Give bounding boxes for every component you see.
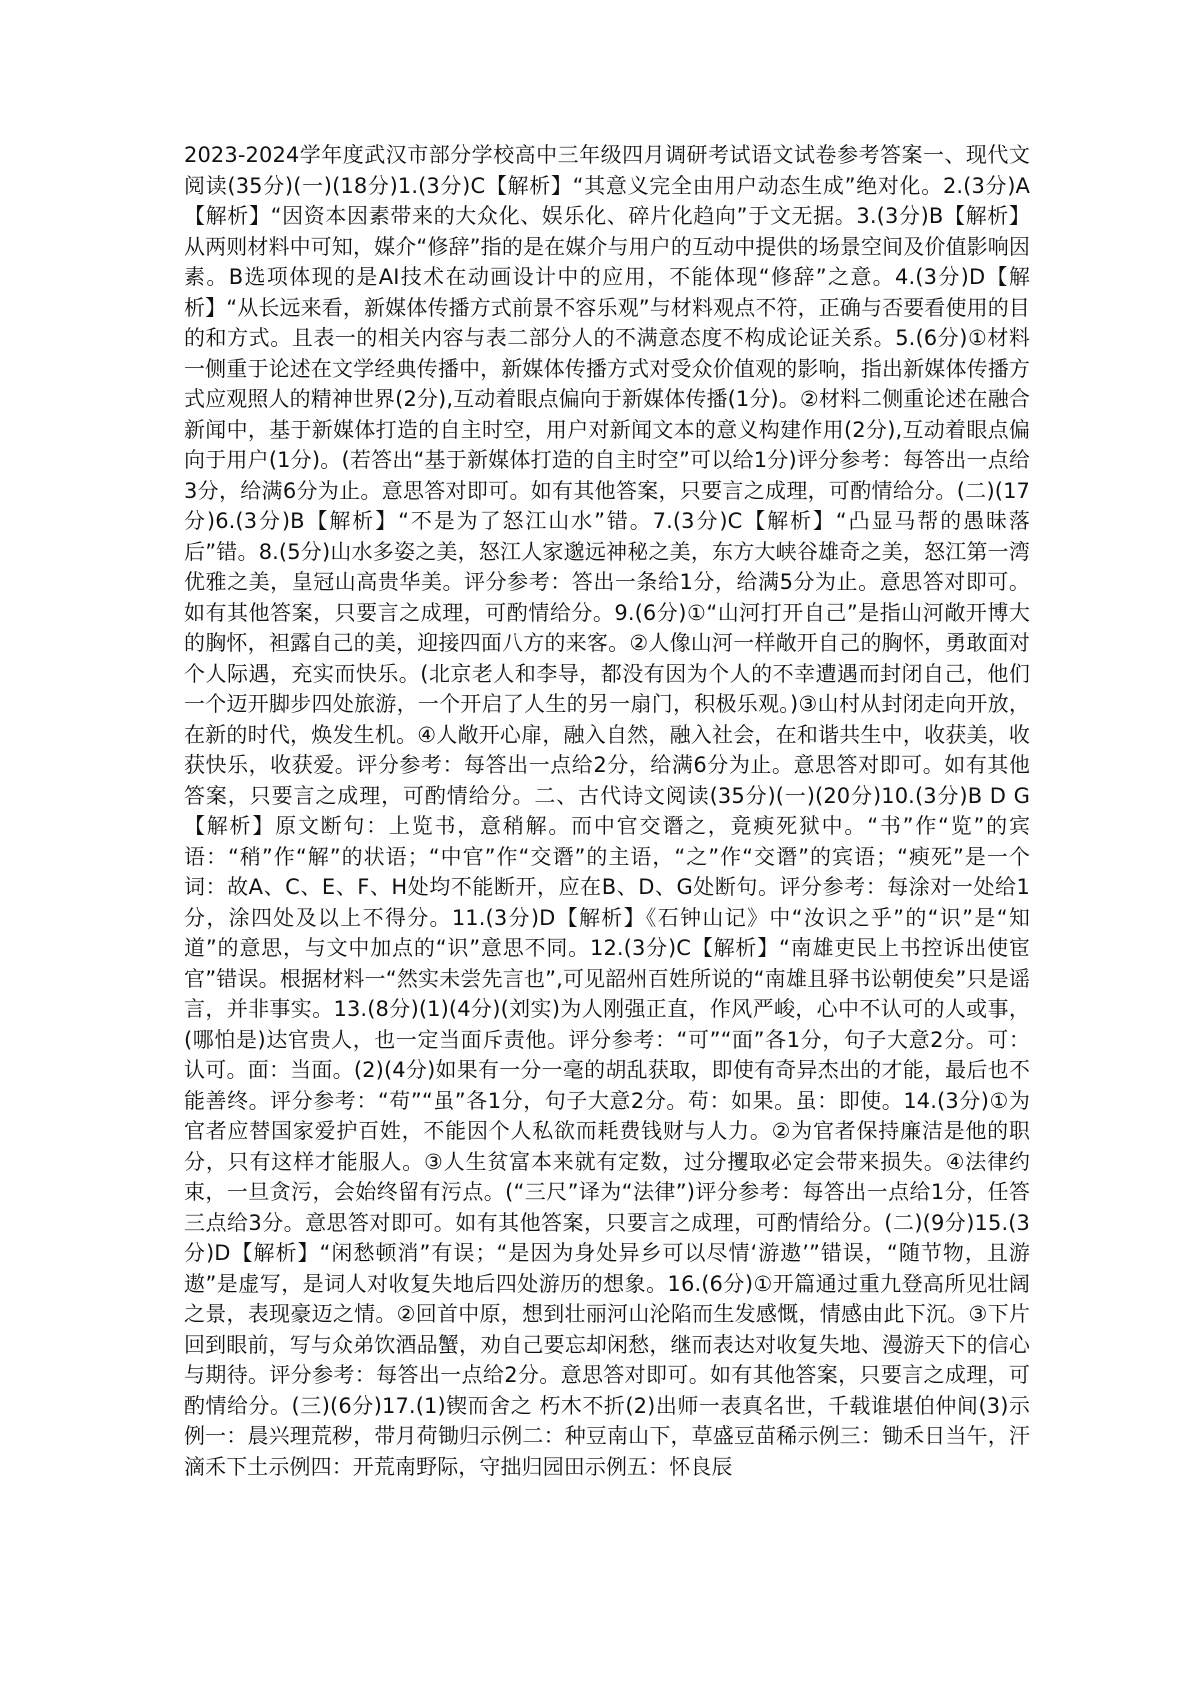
answer-key-text: 2023-2024学年度武汉市部分学校高中三年级四月调研考试语文试卷参考答案一、现代文阅读(35分)(一)(18分)1.(3分)C【解析】“其意义完全由用户动态生成”绝对化。2.(3分)A【解析】“因资本因素带来的大众化、娱乐化、碎片化趋向”于文无据。3.(3分)B【解析】从两则材料中可知，媒介“修辞”指的是在媒介与用户的互动中提供的场景空间及价值影响因素。B选项体现的是AI技术在动画设计中的应用，不能体现“修辞”之意。4.(3分)D【解析】“从长远来看，新媒体传播方式前景不容乐观”与材料观点不符，正确与否要看使用的目的和方式。且表一的相关内容与表二部分人的不满意态度不构成论证关系。5.(6分)①材料一侧重于论述在文学经典传播中，新媒体传播方式对受众价值观的影响，指出新媒体传播方式应观照人的精神世界(2分),互动着眼点偏向于新媒体传播(1分)。②材料二侧重论述在融合新闻中，基于新媒体打造的自主时空，用户对新闻文本的意义构建作用(2分),互动着眼点偏向于用户(1分)。(若答出“基于新媒体打造的自主时空”可以给1分)评分参考：每答出一点给3分，给满6分为止。意思答对即可。如有其他答案，只要言之成理，可酌情给分。(二)(17分)6.(3分)B【解析】“不是为了怒江山水”错。7.(3分)C【解析】“凸显马帮的愚昧落后”错。8.(5分)山水多姿之美，怒江人家邈远神秘之美，东方大峡谷雄奇之美，怒江第一湾优雅之美，皇冠山高贵华美。评分参考：答出一条给1分，给满5分为止。意思答对即可。如有其他答案，只要言之成理，可酌情给分。9.(6分)①“山河打开自己”是指山河敞开博大的胸怀，袒露自己的美，迎接四面八方的来客。②人像山河一样敞开自己的胸怀，勇敢面对个人际遇，充实而快乐。(北京老人和李导，都没有因为个人的不幸遭遇而封闭自己，他们一个迈开脚步四处旅游，一个开启了人生的另一扇门，积极乐观。)③山村从封闭走向开放，在新的时代，焕发生机。④人敞开心扉，融入自然，融入社会，在和谐共生中，收获美，收获快乐，收获爱。评分参考：每答出一点给2分，给满6分为止。意思答对即可。如有其他答案，只要言之成理，可酌情给分。二、古代诗文阅读(35分)(一)(20分)10.(3分)B D G【解析】原文断句：上览书，意稍解。而中官交谮之，竟瘐死狱中。“书”作“览”的宾语：“稍”作“解”的状语；“中官”作“交谮”的主语，“之”作“交谮”的宾语；“瘐死”是一个词：故A、C、E、F、H处均不能断开，应在B、D、G处断句。评分参考：每涂对一处给1分，涂四处及以上不得分。11.(3分)D【解析】《石钟山记》中“汝识之乎”的“识”是“知道”的意思，与文中加点的“识”意思不同。12.(3分)C【解析】“南雄吏民上书控诉出使宦官”错误。根据材料一“然实未尝先言也”,可见韶州百姓所说的“南雄且驿书讼朝使矣”只是谣言，并非事实。13.(8分)(1)(4分)(刘实)为人刚强正直，作风严峻，心中不认可的人或事，(哪怕是)达官贵人，也一定当面斥责他。评分参考：“可”“面”各1分，句子大意2分。可：认可。面：当面。(2)(4分)如果有一分一毫的胡乱获取，即使有奇异杰出的才能，最后也不能善终。评分参考：“苟”“虽”各1分，句子大意2分。苟：如果。虽：即使。14.(3分)①为官者应替国家爱护百姓，不能因个人私欲而耗费钱财与人力。②为官者保持廉洁是他的职分，只有这样才能服人。③人生贫富本来就有定数，过分攫取必定会带来损失。④法律约束，一旦贪污，会始终留有污点。(“三尺”译为“法律”)评分参考：每答出一点给1分，任答三点给3分。意思答对即可。如有其他答案，只要言之成理，可酌情给分。(二)(9分)15.(3分)D【解析】“闲愁顿消”有误；“是因为身处异乡可以尽情‘游遨’”错误，“随节物，且游遨”是虚写，是词人对收复失地后四处游历的想象。16.(6分)①开篇通过重九登高所见壮阔之景，表现豪迈之情。②回首中原，想到壮丽河山沦陷而生发感慨，情感由此下沉。③下片回到眼前，写与众弟饮酒品蟹，劝自己要忘却闲愁，继而表达对收复失地、漫游天下的信心与期待。评分参考：每答出一点给2分。意思答对即可。如有其他答案，只要言之成理，可酌情给分。(三)(6分)17.(1)锲而舍之 朽木不折(2)出师一表真名世，千载谁堪伯仲间(3)示例一：晨兴理荒秽，带月荷锄归示例二：种豆南山下，草盛豆苗稀示例三：锄禾日当午，汗滴禾下土示例四：开荒南野际，守拙归园田示例五：怀良辰: [184, 143, 1030, 1479]
